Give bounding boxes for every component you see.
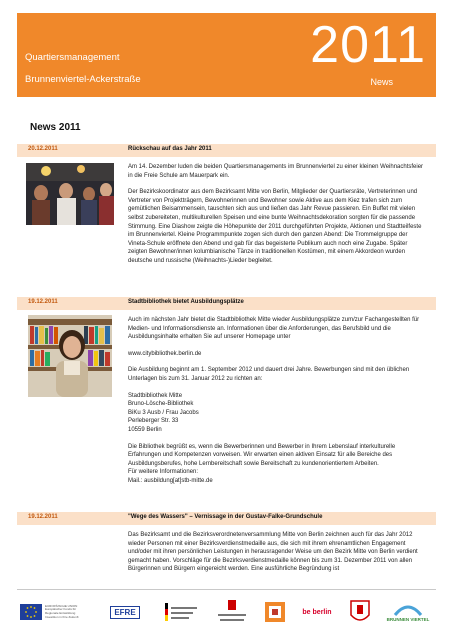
entry-date: 19.12.2011 xyxy=(28,299,58,305)
entry-paragraph: Die Ausbildung beginnt am 1. September 2012 und dauert drei Jahre. Bewerbungen sind mit den üblichen Unterlagen bis zum 31. Januar 2012 zu richten an: xyxy=(128,367,410,382)
entry-paragraph: Auch im nächsten Jahr bietet die Stadtbibliothek Mitte wieder Ausbildungsplätze zum/zur Fachangestellten für Medien- und Informationsdienste an. Informationen über die Anforderungen, das Berufsbild und die Ausbildungsinhalte erhalten Sie auf unserer Homepage unter xyxy=(128,317,420,341)
entry-title[interactable]: "Wege des Wassers" – Vernissage in der Gustav-Falke-Grundschule xyxy=(128,514,323,520)
entry-header xyxy=(17,297,436,310)
org-name-line2: Brunnenviertel-Ackerstraße xyxy=(25,74,141,85)
soziale-stadt-logo xyxy=(260,596,290,628)
entry-paragraph: Der Bezirkskoordinator aus dem Bezirksamt Mitte von Berlin, Mitglieder der Quartiersräte, Vertreterinnen und Vertreter von Projektträgern, Bewohnerinnen und Bewohner sowie Aktive aus dem Kiez trafen sich zum gemütlichen Beisammensein, tauschten sich aus und ließen das Jahr Revue passieren. Ein Buffet mit vielen selbst zubereiteten, multikulturellen Speisen und eine bunte Weihnachtsdekoration sorgten für die passende Stimmung. Eine Diashow zeigte die Höhepunkte der 2011 durchgeführten Projekte, Aktionen und Stadtteilfeste im Brunnenviertel. Kleine Programmpunkte zogen sich durch den ganzen Abend: Die Trommelgruppe der Vineta-Schule eröffnete den Abend und gab für das begeisterte Publikum auch noch eine Zugabe. Später zeigten Bewohner/innen kolumbianische Tänze in traditionellen Kostümen, mit einem Akkordeon wurden deutsche und russische (Weihnachts-)Lieder begleitet. xyxy=(128,189,422,264)
entry-paragraph: Die Bibliothek begrüßt es, wenn die Bewerberinnen und Bewerber in Ihrem Lebenslauf interkulturelle Erfahrungen und Kompetenzen vorweisen. Wir erwarten einen aktiven Einsatz für alle Bereiche des Ausbildungsberufes, hohe Lernbereitschaft sowie Bereitschaft zu kundenorientiertem Arbeiten. Für weitere Informationen: Mail.: ausbildung[at]stb-mitte.de xyxy=(128,443,396,484)
brunnenviertel-logo: BRUNNEN VIERTEL xyxy=(382,596,434,628)
footer-divider xyxy=(17,589,436,590)
bund-logo xyxy=(162,596,202,628)
entry-link[interactable]: www.citybibliothek.berlin.de xyxy=(128,350,202,357)
news-label: News xyxy=(370,77,393,87)
entry-paragraph: Das Bezirksamt und die Bezirksverordnetenversammlung Mitte von Berlin zeichnen auch für das Jahr 2012 wieder Personen mit einer Bezirksverdienstmedaille aus, die sich mit ihrem ehrenamtlichen Engagement und/oder mit ihren persönlichen Leistungen in herausragender Weise um den Bezirk Mitte von Berlin verdient gemacht haben. Vorschläge für die Bezirksverdienstmedaille können bis zum 31. Dezember 2011 von allen Bürgerinnen und Bürgern eingereicht werden. Eine ausführliche Begründung ist xyxy=(128,532,418,573)
header-banner xyxy=(17,13,436,97)
entry-body xyxy=(128,163,424,274)
entry-title[interactable]: Stadtbibliothek bietet Ausbildungsplätze xyxy=(128,299,244,305)
entry-title[interactable]: Rückschau auf das Jahr 2011 xyxy=(128,146,212,152)
entry-date: 20.12.2011 xyxy=(28,146,58,152)
eu-flag-logo xyxy=(20,596,84,628)
eu-flag-text: EUROPÄISCHE UNION Europäischer Fonds für Regionale Entwicklung Investition in Ihre Zukunft xyxy=(45,603,79,619)
entry-paragraph: Am 14. Dezember luden die beiden Quartiersmanagements im Brunnenviertel zu einer kleinen Weihnachtsfeier in die Freie Schule am Mauerpark ein. xyxy=(128,164,424,179)
page-title: News 2011 xyxy=(30,122,81,133)
party-photo xyxy=(26,163,114,225)
efre-logo: EFRE xyxy=(104,596,146,628)
org-name-line1: Quartiersmanagement xyxy=(25,52,120,63)
be-berlin-logo: be berlin xyxy=(302,608,332,616)
senat-logo xyxy=(214,596,250,628)
entry-body xyxy=(128,316,424,494)
entry-body xyxy=(128,531,424,582)
library-photo xyxy=(28,315,112,397)
footer-logos xyxy=(20,596,436,632)
year-title: 2011 xyxy=(310,16,426,74)
entry-address: Stadtbibliothek Mitte Bruno-Lösche-Bibliothek BiKu 3 Ausb / Frau Jacobs Perleberger Str. 33 10559 Berlin xyxy=(128,392,199,433)
bezirk-mitte-logo xyxy=(346,596,374,628)
eu-flag-icon xyxy=(20,604,42,620)
entry-date: 19.12.2011 xyxy=(28,514,58,520)
entry-header xyxy=(17,144,436,157)
entry-header xyxy=(17,512,436,525)
